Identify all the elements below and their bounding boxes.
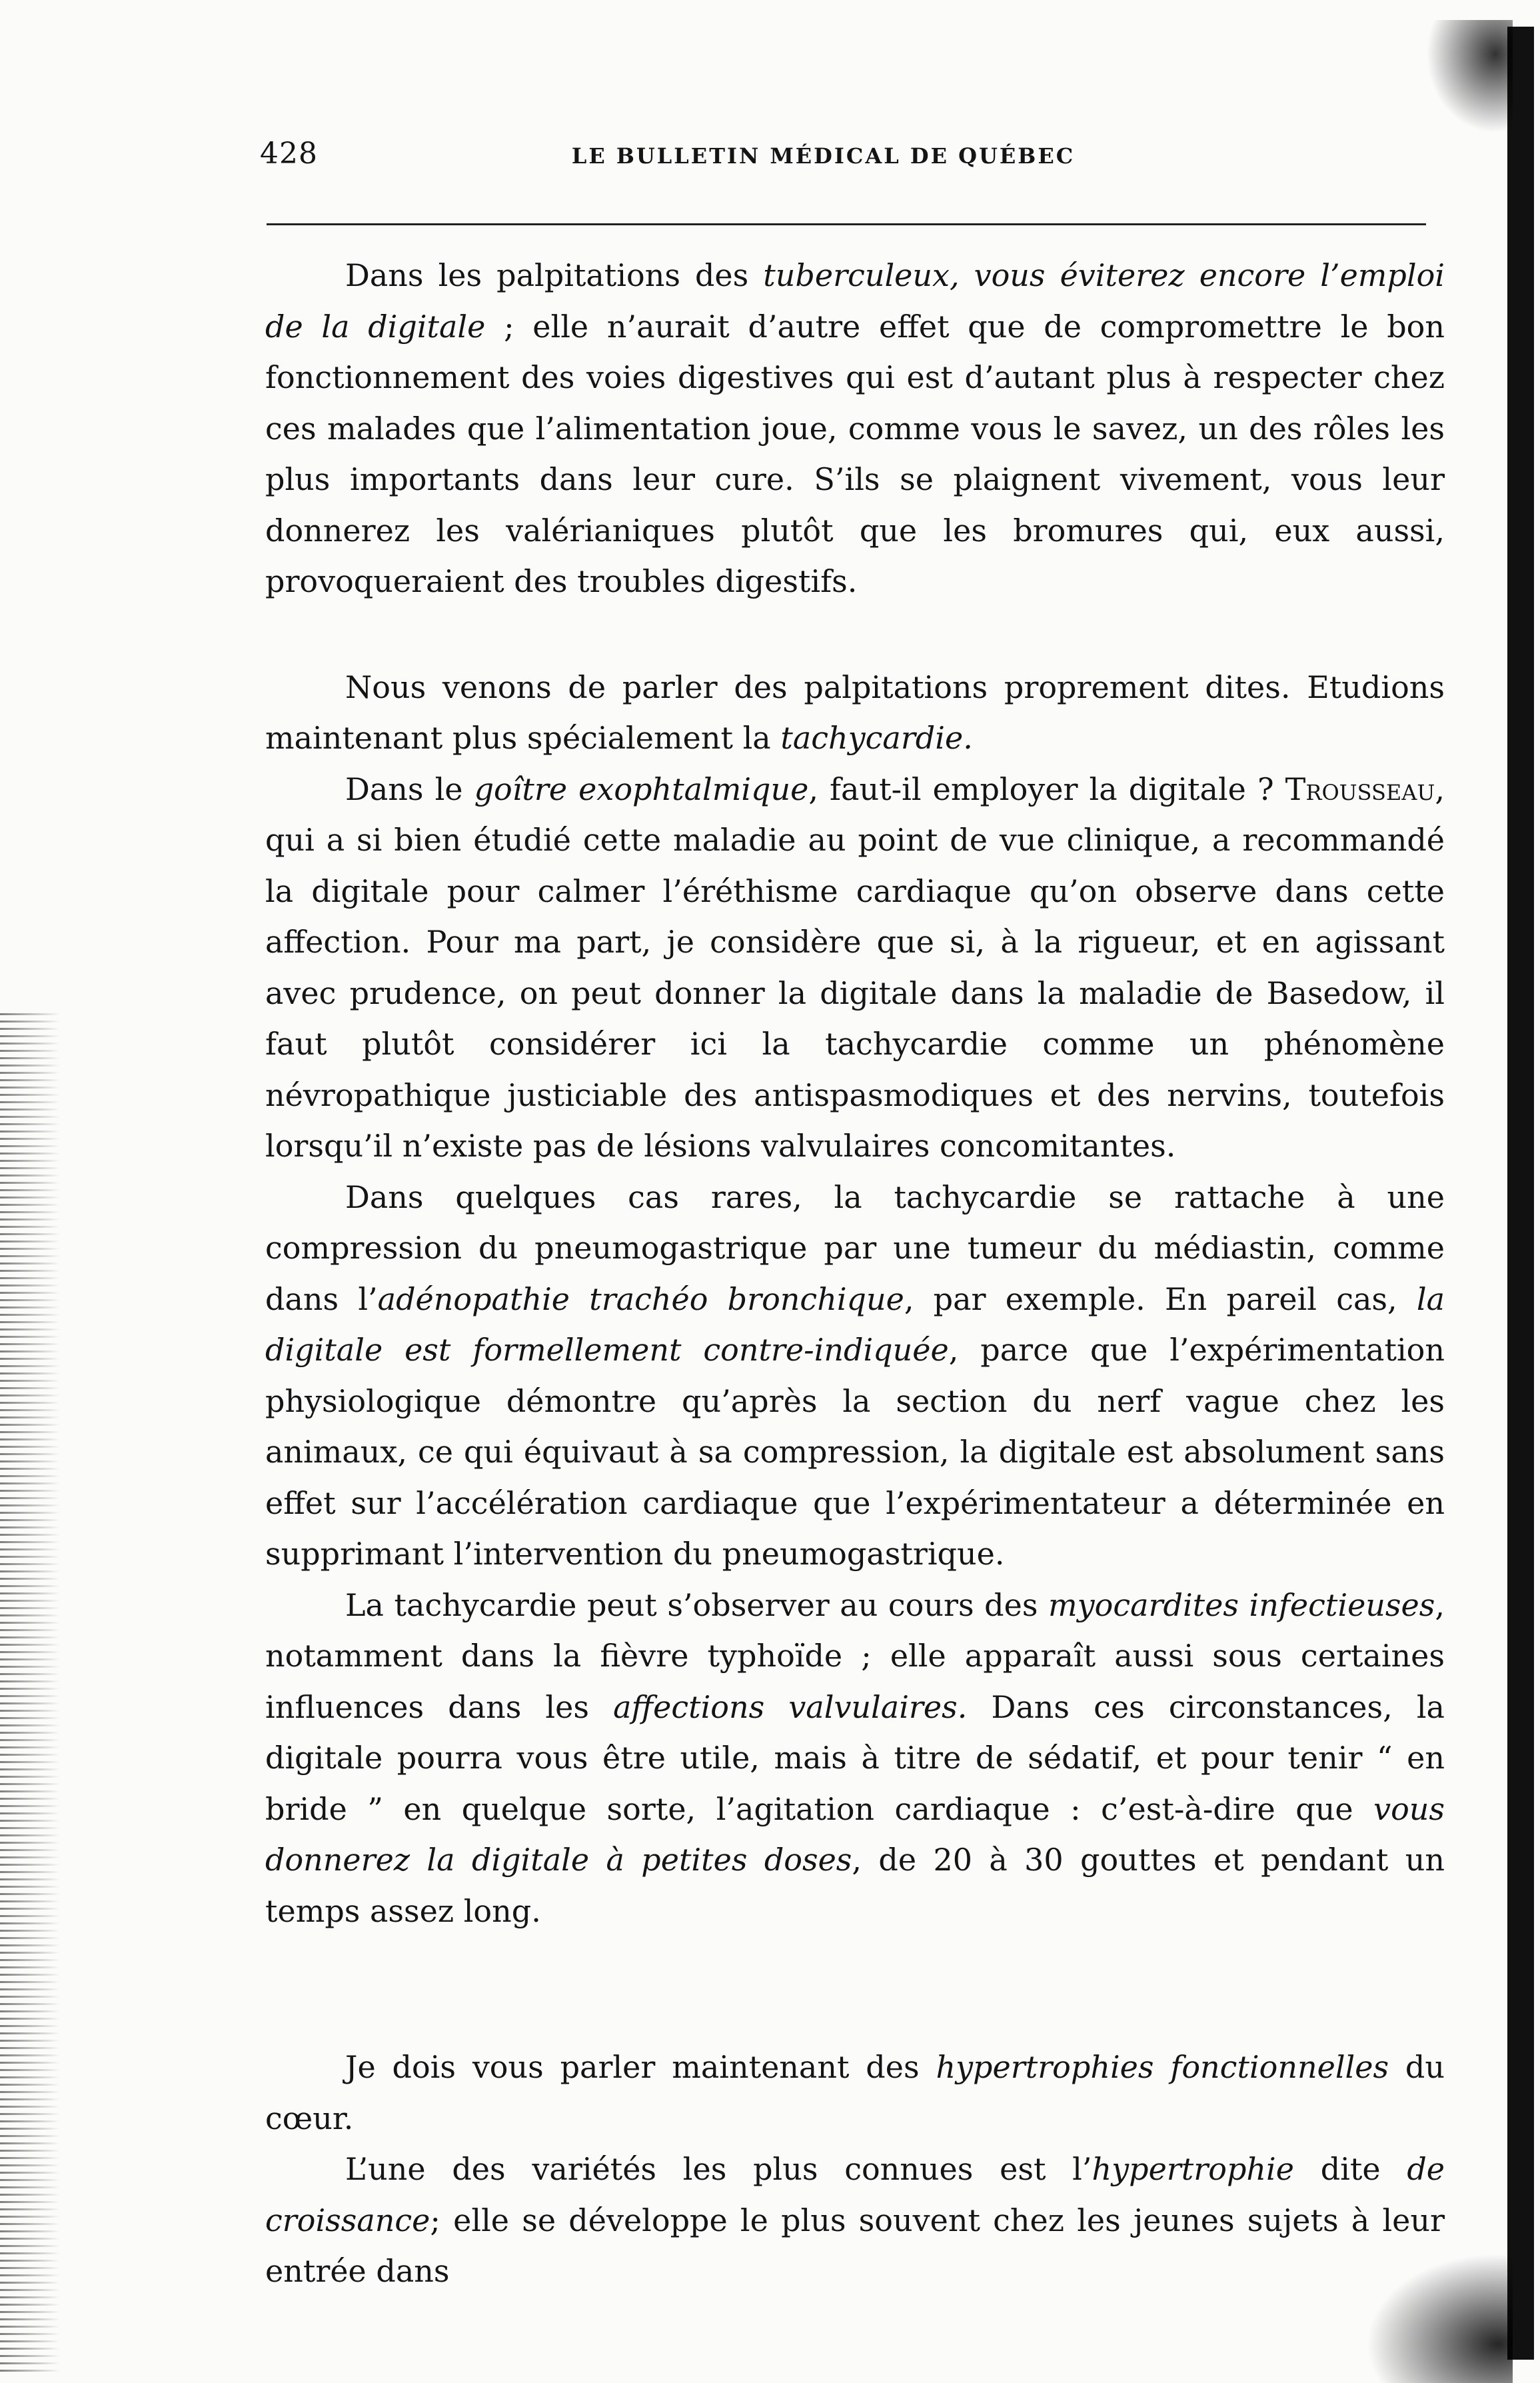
running-head: LE BULLETIN MÉDICAL DE QUÉBEC (571, 143, 1076, 169)
italic-text: tachycardie. (780, 720, 973, 756)
text-run: L’une des variétés les plus connues est l’ (345, 2151, 1092, 2187)
body-text (265, 250, 1445, 2297)
italic-text: de croissance (265, 2151, 1445, 2238)
text-run: du cœur. (265, 2049, 1445, 2136)
text-run: Dans ces circonstances, la digitale pourra vous être utile, mais à titre de sédatif, et pour tenir “ en bride ” en quelque sorte, l’agitation cardiaque : c’est-à-dire que (265, 1688, 1445, 1827)
text-run: , qui a si bien étudié cette maladie au point de vue clinique, a recommandé la digitale pour calmer l’éréthisme cardiaque qu’on observe dans cette affection. Pour ma part, je considère que si, à la rigueur, et en agissant avec prudence, on peut donner la digitale dans la maladie de Basedow, il faut plutôt considérer ici la tachycardie comme un phénomène névropathique justiciable des antispasmodiques et des nervins, toutefois lorsqu’il n’existe pas de lésions valvulaires concomitantes. (265, 771, 1445, 1164)
scan-corner-noise-top (1426, 20, 1513, 133)
text-run: Nous venons de parler des palpitations proprement dites. Etudions maintenant plus spécialement la (265, 669, 1445, 756)
text-run: , notamment dans la fièvre typhoïde ; elle apparaît aussi sous certaines influences dans les (265, 1586, 1445, 1725)
paragraph (265, 250, 1445, 607)
paragraph (265, 764, 1445, 1172)
paragraph (265, 1172, 1445, 1580)
paragraph (265, 2144, 1445, 2297)
text-run: ; elle se développe le plus souvent chez les jeunes sujets à leur entrée dans (265, 2202, 1445, 2289)
paragraph (265, 1580, 1445, 1937)
text-run: , par exemple. En pareil cas, (904, 1280, 1417, 1317)
text-run: Dans les palpitations des (345, 257, 764, 293)
italic-text: hypertrophies fonctionnelles (936, 2049, 1389, 2085)
italic-text: hypertrophie (1092, 2151, 1294, 2187)
text-run: Dans quelques cas rares, la tachycardie se rattache à une compression du pneumogastrique par une tumeur du médiastin, comme dans l’ (265, 1179, 1445, 1317)
author-name: Trousseau (1285, 771, 1435, 807)
italic-text: vous donnerez la digitale à petites doses (265, 1790, 1445, 1878)
italic-text: myocardites infectieuses (1048, 1586, 1435, 1623)
text-run: La tachycardie peut s’observer au cours des (345, 1586, 1049, 1623)
italic-text: adénopathie trachéo bronchique (377, 1280, 904, 1317)
text-run: Je dois vous parler maintenant des (345, 2049, 936, 2085)
text-run: , parce que l’expérimentation physiologique démontre qu’après la section du nerf vague chez les animaux, ce qui équivaut à sa compression, la digitale est absolument sans effet sur l’accélération cardiaque que l’expérimentateur a déterminée en supprimant l’intervention du pneumogastrique. (265, 1332, 1445, 1572)
text-run: dite (1293, 2151, 1407, 2187)
italic-text: affections valvulaires. (613, 1688, 968, 1725)
text-run: Dans le (345, 771, 474, 807)
header-rule (267, 223, 1426, 225)
text-run: , de 20 à 30 gouttes et pendant un temps assez long. (265, 1842, 1445, 1929)
text-run: ; elle n’aurait d’autre effet que de compromettre le bon fonctionnement des voies digestives qui est d’autant plus à respecter chez ces malades que l’alimentation joue, comme vous le savez, un des rôles les plus importants dans leur cure. S’ils se plaignent vivement, vous leur donnerez les valérianiques plutôt que les bromures qui, eux aussi, provoqueraient des troubles digestifs. (265, 308, 1445, 599)
page-number: 428 (260, 137, 318, 171)
paragraph (265, 662, 1445, 764)
scan-margin-noise (0, 1013, 60, 2373)
text-run: , faut-il employer la digitale ? (808, 771, 1285, 807)
italic-text: goître exophtalmique (474, 771, 809, 807)
italic-text: la digitale est formellement contre-indiquée (265, 1280, 1445, 1368)
italic-text: tuberculeux, vous éviterez encore l’emploi de la digitale (265, 257, 1445, 345)
paragraph (265, 2042, 1445, 2144)
scan-edge-shadow (1507, 27, 1534, 2360)
